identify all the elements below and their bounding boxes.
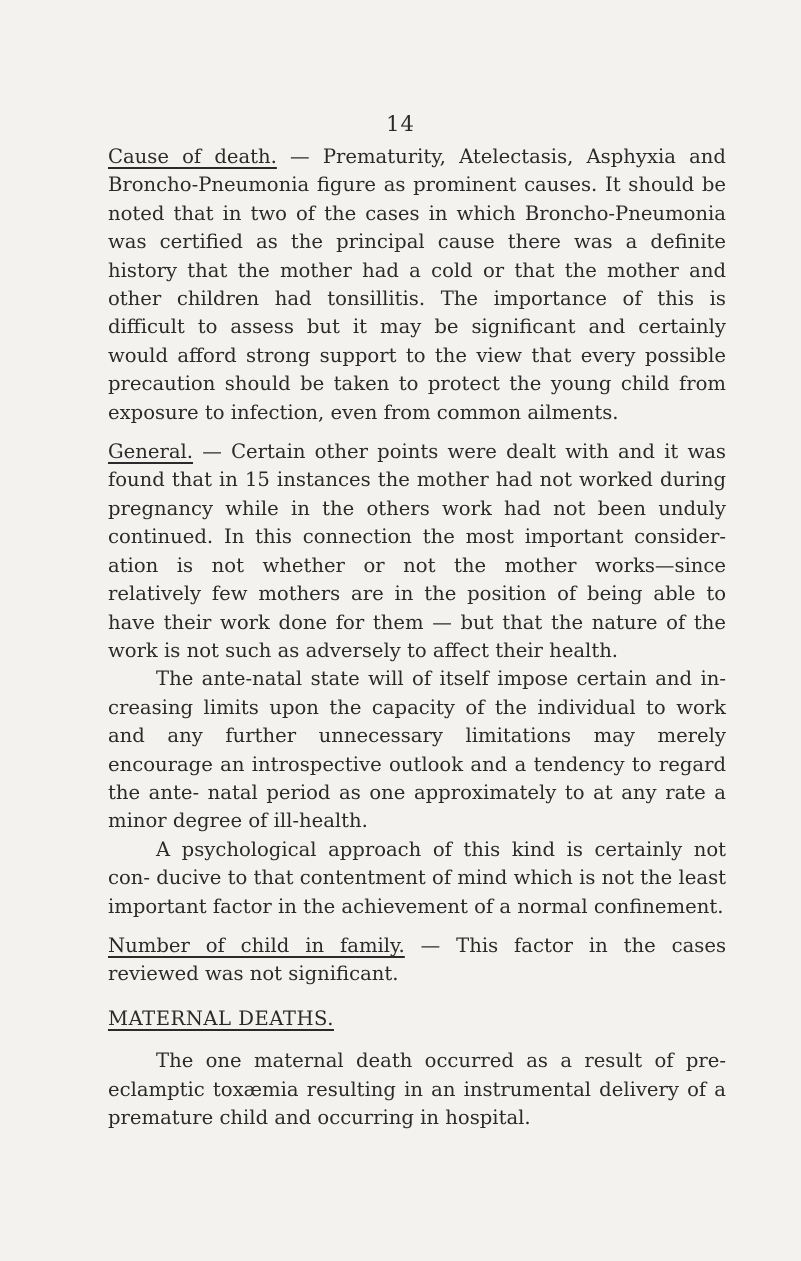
- maternal-deaths-paragraph: The one maternal death occurred as a result of pre- eclamptic toxæmia resulting in an instrumental delivery of a premature child and occurring in hospital.: [108, 1049, 726, 1129]
- general-paragraph: [108, 438, 726, 665]
- general-heading: General.: [108, 440, 194, 464]
- dash: —: [276, 145, 323, 168]
- dash: —: [193, 440, 232, 464]
- page-number: 14: [386, 112, 415, 136]
- family-paragraph: [108, 932, 726, 989]
- cause-of-death-text: Prematurity, Atelectasis, Asphyxia and Broncho-Pneumonia figure as prominent causes. It should be noted that in two of the cases in which Broncho-Pneumonia was certified as the principal cause there was a definite history that the mother had a cold or that the mother and other children had tonsillitis. The importance of this is difficult to assess but it may be significant and certainly would afford strong support to the view that every possible precaution should be taken to protect the young child from exposure to infection, even from common ailments.: [108, 145, 726, 424]
- maternal-deaths-heading: MATERNAL DEATHS.: [108, 1006, 334, 1030]
- maternal-deaths-heading-line: [108, 1005, 726, 1033]
- psychological-paragraph: A psychological approach of this kind is certainly not con- ducive to that contentment of mind which is not the least important factor in the achievement of a normal confinement.: [108, 837, 726, 918]
- family-text: This factor in the cases reviewed was not significant.: [108, 933, 727, 986]
- cause-of-death-paragraph: [108, 143, 726, 427]
- dash: —: [404, 933, 457, 957]
- family-heading: Number of child in family.: [108, 933, 405, 957]
- page-body: [108, 143, 726, 1132]
- ante-natal-paragraph: The ante-natal state will of itself impose certain and in- creasing limits upon the capacity of the individual to work and any further unnecessary limitations may merely encourage an introspective outlook and a tendency to regard the ante- natal period as one approximately to at any rate a minor degree of ill-health.: [108, 667, 726, 833]
- general-text: Certain other points were dealt with and it was found that in 15 instances the mother had not worked during pregnancy while in the others work had not been unduly continued. In this connection the most important consider- ation is not whether or not the mother works—since relatively few mothers are in the position of being able to have their work done for them — but that the nature of the work is not such as adversely to affect their health.: [108, 440, 726, 662]
- cause-of-death-heading: Cause of death.: [108, 145, 277, 168]
